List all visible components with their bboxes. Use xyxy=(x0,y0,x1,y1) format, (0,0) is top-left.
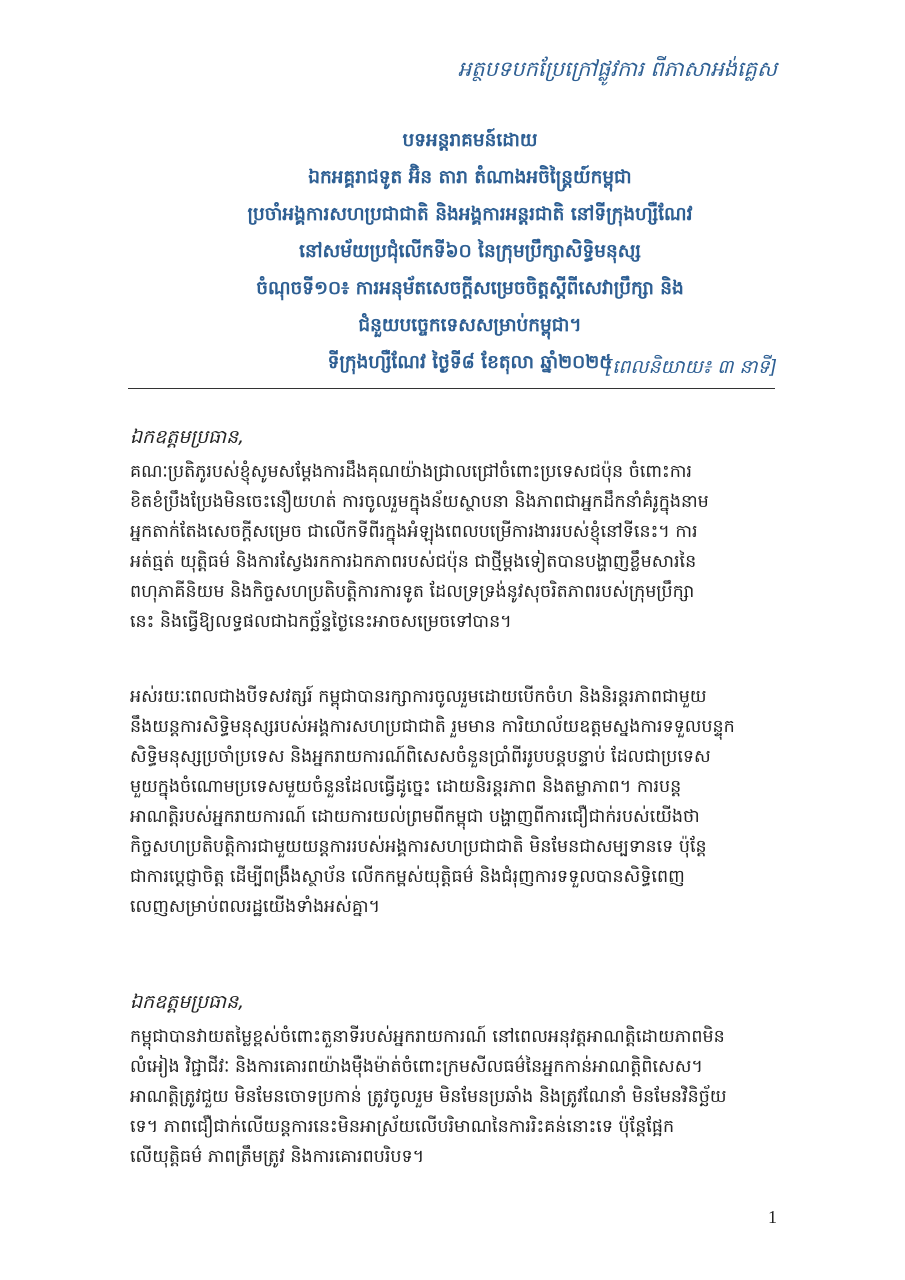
paragraph-line: លំអៀង វិជ្ជាជីវៈ និងការគោរពយ៉ាងម៉ឺងម៉ាត់ចំពោះក្រមសីលធម៌នៃអ្នកកាន់អាណត្តិពិសេស។ xyxy=(130,1057,703,1077)
paragraph-line: អាណត្តិរបស់អ្នករាយការណ៍ ដោយការយល់ព្រមពីកម្ពុជា បង្ហាញពីការជឿជាក់របស់យើងថា xyxy=(130,807,700,827)
title-line: នៅសម័យប្រជុំលើកទី៦០ នៃក្រុមប្រឹក្សាសិទ្ធិមនុស្ស xyxy=(299,241,641,262)
salutation: ឯកឧត្តមប្រធាន, xyxy=(130,426,245,448)
paragraph-line: ពហុភាគីនិយម និងកិច្ចសហប្រតិបត្តិការការទូត ដែលទ្រទ្រង់នូវសុចរិតភាពរបស់ក្រុមប្រឹក្សា xyxy=(130,582,695,602)
paragraph-line: កម្ពុជាបានវាយតម្លៃខ្ពស់ចំពោះតួនាទីរបស់អ្នករាយការណ៍ នៅពេលអនុវត្តអាណត្តិដោយភាពមិន xyxy=(130,1027,725,1047)
paragraph-line: អស់រយៈពេលជាងបីទសវត្សរ៍ កម្ពុជាបានរក្សាការចូលរួមដោយបើកចំហ និងនិរន្តរភាពជាមួយ xyxy=(130,687,707,707)
horizontal-divider xyxy=(128,388,775,389)
paragraph-2 xyxy=(130,682,776,922)
title-line: ប្រចាំអង្គការសហប្រជាជាតិ និងអង្គការអន្តរជាតិ នៅទីក្រុងហ្សឺណែវ xyxy=(247,204,693,225)
paragraph-line: អាណត្តិត្រូវជួយ មិនមែនចោទប្រកាន់ ត្រូវចូលរួម មិនមែនប្រឆាំង និងត្រូវណែនាំ មិនមែនវិនិច្ឆ័យ xyxy=(130,1087,727,1107)
title-line: ទីក្រុងហ្សឺណែវ ថ្ងៃទី៨ ខែតុលា ឆ្នាំ២០២៥ xyxy=(327,352,613,373)
salutation: ឯកឧត្តមប្រធាន, xyxy=(130,991,245,1013)
paragraph-line: មួយក្នុងចំណោមប្រទេសមួយចំនួនដែលធ្វើដូច្នេះ ដោយនិរន្តរភាព និងតម្លាភាព។ ការបន្ត xyxy=(130,777,682,797)
title-line: ជំនួយបច្ចេកទេសសម្រាប់កម្ពុជា។ xyxy=(358,315,582,336)
title-line: បទអន្តរាគមន៍ដោយ xyxy=(402,130,538,151)
paragraph-line: ខិតខំប្រឹងប្រែងមិនចេះនឿយហត់ ការចូលរួមក្នុងន័យស្ថាបនា និងភាពជាអ្នកដឹកនាំគំរូក្នុងនាម xyxy=(130,492,709,512)
paragraph-1 xyxy=(130,457,776,637)
paragraph-line: នឹងយន្តការសិទ្ធិមនុស្សរបស់អង្គការសហប្រជាជាតិ រួមមាន ការិយាល័យឧត្តមស្នងការទទួលបន្ទុក xyxy=(130,717,735,737)
statement-title-block xyxy=(150,122,790,381)
page-number: 1 xyxy=(768,1207,777,1227)
paragraph-line: លេញសម្រាប់ពលរដ្ឋយើងទាំងអស់គ្នា។ xyxy=(130,897,381,917)
paragraph-line: ជាការប្តេជ្ញាចិត្ត ដើម្បីពង្រឹងស្ថាប័ន លើកកម្ពស់យុត្តិធម៌ និងជំរុញការទទួលបានសិទ្ធិពេញ xyxy=(130,867,685,887)
paragraph-line: អត់ធ្មត់ យុត្តិធម៌ និងការស្វែងរកការឯកភាពរបស់ជប៉ុន ជាថ្មីម្តងទៀតបានបង្ហាញខ្លឹមសារនៃ xyxy=(130,552,697,572)
paragraph-line: គណៈប្រតិភូរបស់ខ្ញុំសូមសម្តែងការដឹងគុណយ៉ាងជ្រាលជ្រៅចំពោះប្រទេសជប៉ុន ចំពោះការ xyxy=(130,462,692,482)
title-line: ឯកអគ្គរាជទូត អ៊ិន តារា តំណាងអចិន្ត្រៃយ៍កម្ពុជា xyxy=(308,167,632,188)
speaking-duration: [ពេលនិយាយ៖ ៣ នាទី] xyxy=(604,356,777,378)
paragraph-line: កិច្ចសហប្រតិបត្តិការជាមួយយន្តការរបស់អង្គការសហប្រជាជាតិ មិនមែនជាសម្បទានទេ ប៉ុន្តែ xyxy=(130,837,707,857)
paragraph-line: ទេ។ ភាពជឿជាក់លើយន្តការនេះមិនអាស្រ័យលើបរិមាណនៃការរិះគន់នោះទេ ប៉ុន្តែផ្អែក xyxy=(130,1117,675,1137)
paragraph-line: នេះ និងធ្វើឱ្យលទ្ធផលជាឯកច្ឆ័ន្ទថ្ងៃនេះអាចសម្រេចទៅបាន។ xyxy=(130,612,512,632)
title-line: ចំណុចទី១០៖ ការអនុម័តសេចក្តីសម្រេចចិត្តស្តីពីសេវាប្រឹក្សា និង xyxy=(256,278,684,299)
paragraph-line: អ្នកតាក់តែងសេចក្តីសម្រេច ជាលើកទីពីរក្នុងអំឡុងពេលបម្រើការងាររបស់ខ្ញុំនៅទីនេះ។ ការ xyxy=(130,522,698,542)
paragraph-line: សិទ្ធិមនុស្សប្រចាំប្រទេស និងអ្នករាយការណ៍ពិសេសចំនួនប្រាំពីររូបបន្តបន្ទាប់ ដែលជាប្រទេស xyxy=(130,747,711,767)
paragraph-line: លើយុត្តិធម៌ ភាពត្រឹមត្រូវ និងការគោរពបរិបទ។ xyxy=(130,1147,425,1167)
unofficial-translation-note: អត្ថបទបកប្រែក្រៅផ្លូវការ ពីភាសាអង់គ្លេស xyxy=(457,57,777,81)
paragraph-3 xyxy=(130,1022,776,1172)
